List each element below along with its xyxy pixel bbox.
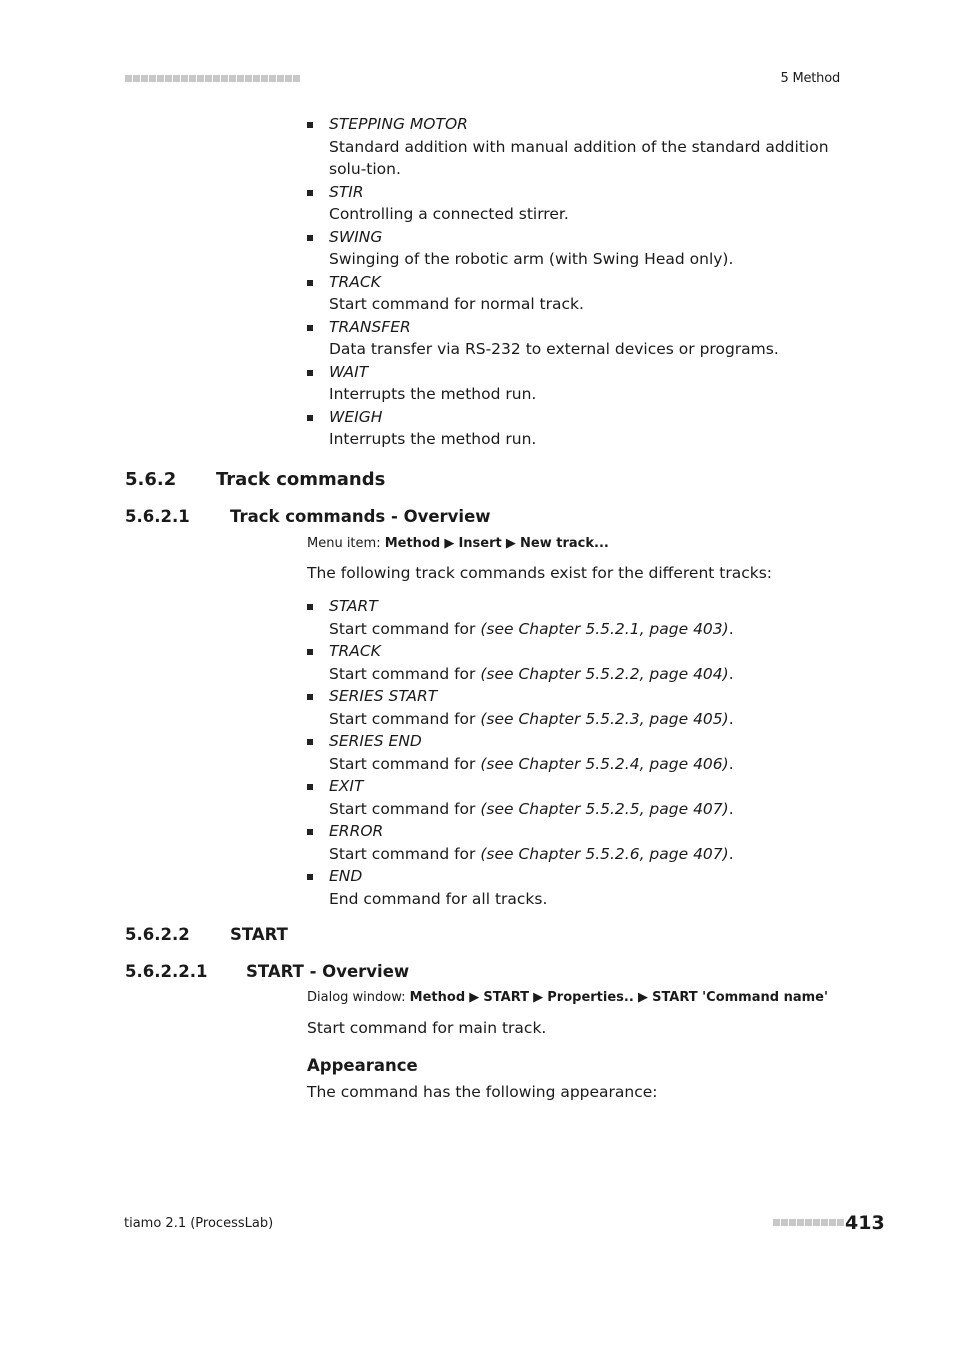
item-term: STEPPING MOTOR <box>329 115 468 133</box>
bullet-icon <box>307 829 313 835</box>
bullet-icon <box>307 280 313 286</box>
appearance-text: The command has the following appearance: <box>307 1083 658 1101</box>
item-term: WEIGH <box>329 407 383 426</box>
item-desc: Start command for normal track. <box>329 295 584 313</box>
desc-suffix: . <box>728 709 734 728</box>
menu-path <box>307 536 609 551</box>
dialog-label: Dialog window: <box>307 990 406 1005</box>
section-title: Track commands <box>216 469 386 490</box>
footer-decoration <box>773 1219 844 1226</box>
arrow-right-icon: ▶ <box>637 990 648 1005</box>
item-term: STIR <box>329 182 364 201</box>
cross-reference-link[interactable]: (see Chapter 5.5.2.4, page 406) <box>480 754 729 773</box>
bullet-icon <box>307 784 313 790</box>
dialog-path-start: START <box>483 990 529 1005</box>
item-desc <box>329 888 847 911</box>
list-item <box>307 316 847 361</box>
list-item <box>307 820 847 865</box>
item-term: TRACK <box>329 272 381 291</box>
desc-text: Start command for <box>329 754 481 773</box>
page-number: 413 <box>845 1212 885 1234</box>
item-term: SERIES START <box>329 687 438 705</box>
list-item <box>307 775 847 820</box>
item-term: SWING <box>329 227 383 246</box>
bullet-icon <box>307 415 313 421</box>
section-heading-5-6-2-1 <box>125 507 491 526</box>
item-term: EXIT <box>329 777 364 795</box>
desc-text: Start command for <box>329 844 481 863</box>
section-title: Track commands - Overview <box>230 507 491 526</box>
arrow-right-icon: ▶ <box>469 990 480 1005</box>
menu-label: Menu item: <box>307 536 381 551</box>
list-item <box>307 640 847 685</box>
bullet-icon <box>307 739 313 745</box>
item-desc: Standard addition with manual addition of the standard addition solu-tion. <box>329 137 829 178</box>
bullet-icon <box>307 874 313 880</box>
item-desc: Interrupts the method run. <box>329 430 537 448</box>
item-desc: Interrupts the method run. <box>329 385 537 403</box>
item-desc: Controlling a connected stirrer. <box>329 205 569 223</box>
desc-suffix: . <box>728 664 734 683</box>
footer-product: tiamo 2.1 (ProcessLab) <box>124 1216 274 1231</box>
list-item <box>307 226 847 271</box>
item-desc <box>329 618 847 641</box>
item-term: SERIES END <box>329 732 422 750</box>
appearance-heading: Appearance <box>307 1056 418 1075</box>
item-term: WAIT <box>329 362 369 381</box>
cross-reference-link[interactable]: (see Chapter 5.5.2.1, page 403) <box>480 619 729 638</box>
bullet-icon <box>307 190 313 196</box>
section-heading-5-6-2-2-1 <box>125 962 409 981</box>
list-item <box>307 113 847 181</box>
cross-reference-link[interactable]: (see Chapter 5.5.2.3, page 405) <box>480 709 729 728</box>
desc-text: End command for all tracks. <box>329 889 548 908</box>
arrow-right-icon: ▶ <box>444 536 455 551</box>
desc-text: Start command for <box>329 709 481 728</box>
list-item <box>307 595 847 640</box>
section-number: 5.6.2.2 <box>125 925 190 944</box>
item-desc <box>329 708 847 731</box>
cross-reference-link[interactable]: (see Chapter 5.5.2.2, page 404) <box>480 664 729 683</box>
bullet-icon <box>307 694 313 700</box>
list-item <box>307 685 847 730</box>
dialog-path-properties: Properties.. <box>547 990 634 1005</box>
section-number: 5.6.2.1 <box>125 507 190 526</box>
bullet-icon <box>307 370 313 376</box>
bullet-icon <box>307 325 313 331</box>
desc-text: Start command for <box>329 799 481 818</box>
arrow-right-icon: ▶ <box>505 536 516 551</box>
intro-paragraph: The following track commands exist for the different tracks: <box>307 564 773 582</box>
arrow-right-icon: ▶ <box>533 990 544 1005</box>
command-list-top <box>307 113 847 451</box>
section-number: 5.6.2.2.1 <box>125 962 208 981</box>
item-desc: Swinging of the robotic arm (with Swing Head only). <box>329 250 734 268</box>
cross-reference-link[interactable]: (see Chapter 5.5.2.5, page 407) <box>480 799 729 818</box>
list-item <box>307 730 847 775</box>
bullet-icon <box>307 122 313 128</box>
item-term: START <box>329 597 378 615</box>
item-desc <box>329 753 847 776</box>
desc-text: Start command for <box>329 619 481 638</box>
list-item <box>307 181 847 226</box>
item-desc <box>329 843 847 866</box>
bullet-icon <box>307 649 313 655</box>
start-description: Start command for main track. <box>307 1019 547 1037</box>
dialog-path-command-name: START 'Command name' <box>652 990 828 1005</box>
desc-suffix: . <box>728 844 734 863</box>
list-item <box>307 271 847 316</box>
list-item <box>307 865 847 910</box>
item-desc: Data transfer via RS-232 to external devices or programs. <box>329 340 779 358</box>
item-term: TRACK <box>329 642 381 660</box>
dialog-path <box>307 990 828 1005</box>
menu-path-new-track: New track... <box>520 536 609 551</box>
menu-path-method: Method <box>384 536 441 551</box>
bullet-icon <box>307 604 313 610</box>
section-number: 5.6.2 <box>125 469 177 490</box>
desc-suffix: . <box>728 754 734 773</box>
bullet-icon <box>307 235 313 241</box>
header-chapter: 5 Method <box>780 71 840 86</box>
menu-path-insert: Insert <box>458 536 502 551</box>
cross-reference-link[interactable]: (see Chapter 5.5.2.6, page 407) <box>480 844 729 863</box>
dialog-path-method: Method <box>409 990 466 1005</box>
desc-suffix: . <box>728 799 734 818</box>
item-desc <box>329 663 847 686</box>
track-command-list <box>307 595 847 910</box>
item-desc <box>329 798 847 821</box>
list-item <box>307 361 847 406</box>
section-heading-5-6-2 <box>125 469 385 490</box>
item-term: END <box>329 867 363 885</box>
desc-suffix: . <box>728 619 734 638</box>
item-term: TRANSFER <box>329 317 411 336</box>
list-item <box>307 406 847 451</box>
section-heading-5-6-2-2 <box>125 925 288 944</box>
header-decoration <box>125 75 300 82</box>
section-title: START - Overview <box>246 962 410 981</box>
section-title: START <box>230 925 288 944</box>
desc-text: Start command for <box>329 664 481 683</box>
item-term: ERROR <box>329 822 384 840</box>
